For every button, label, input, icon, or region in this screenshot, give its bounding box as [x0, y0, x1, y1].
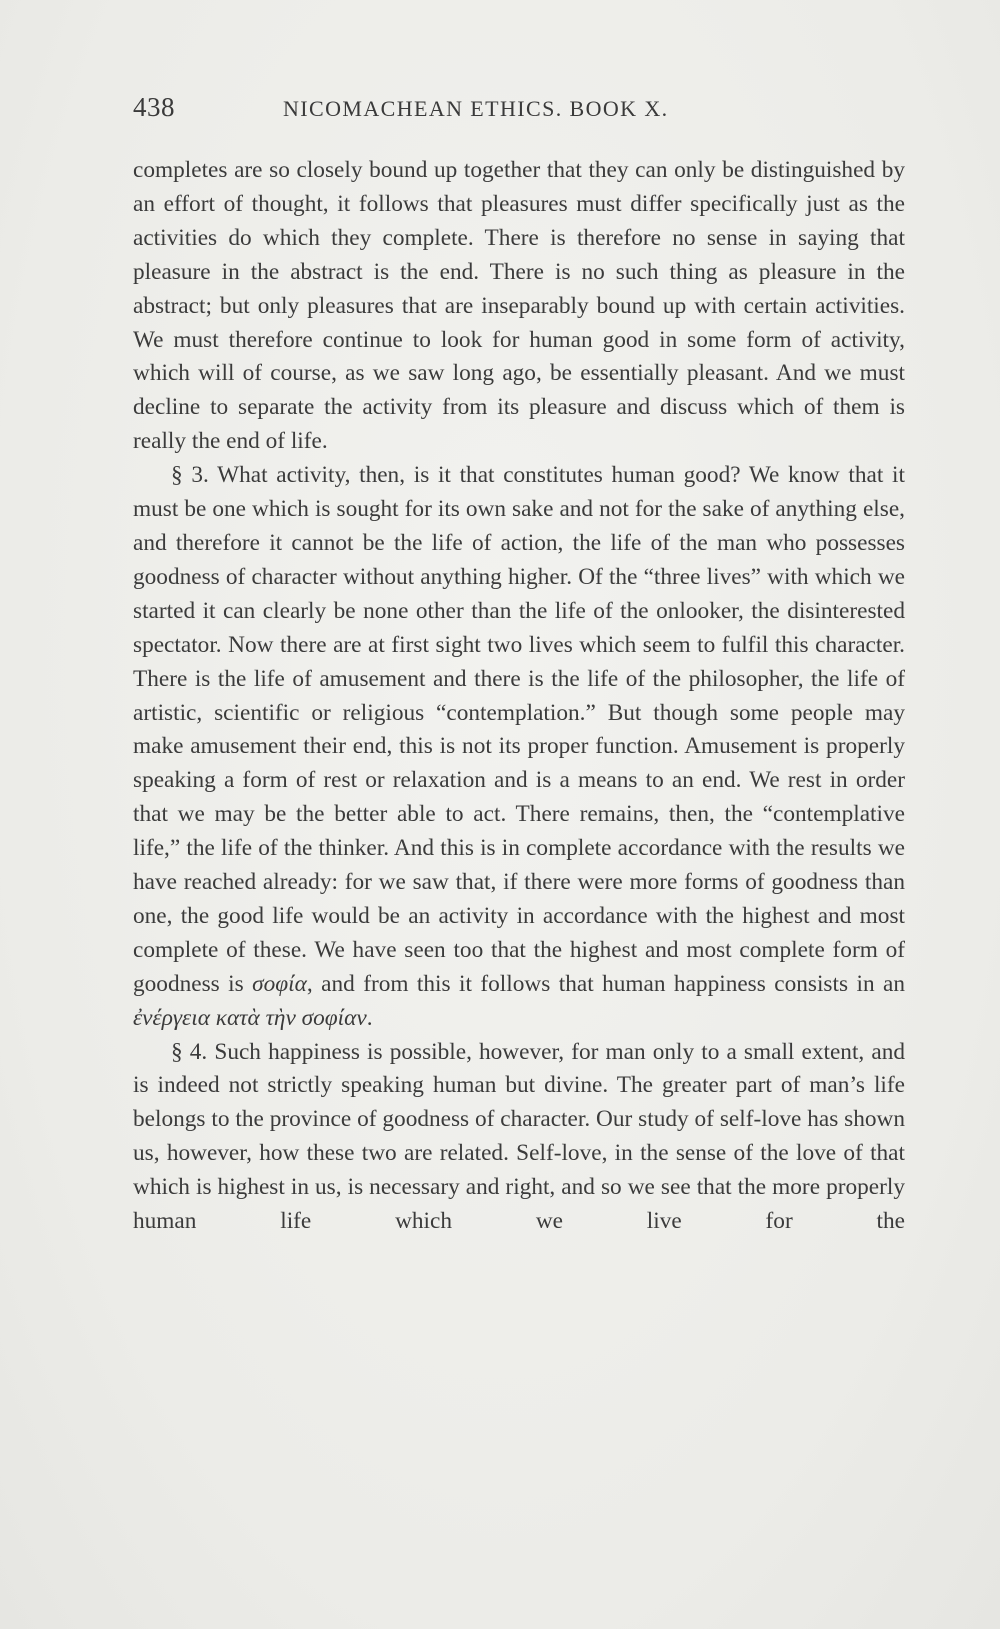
- paragraph-continuation: [133, 154, 905, 459]
- running-head: NICOMACHEAN ETHICS. BOOK X.: [283, 96, 669, 121]
- paragraph-text: Such happiness is possible, however, for man only to a small extent, and is indeed not strictly speaking human but divine. The greater part of man’s life belongs to the province of goodness of character. Our study of self-love has shown us, however, how these two are related. Self-love, in the sense of the love of that which is highest in us, is necessary and right, and so we see that the more properly human life which we live for the: [133, 1038, 906, 1235]
- paragraph-section-4: [133, 1036, 905, 1239]
- page-header: [133, 92, 905, 132]
- greek-term-sophia: σοφία: [252, 970, 307, 997]
- paragraph-text: completes are so closely bound up together that they can only be distinguished by an effort of thought, it follows that pleasures must differ specifically just as the activities do which they complete. There is therefore no sense in saying that pleasure in the abstract is the end. There is no such thing as pleasure in the abstract; but only pleasures that are inseparably bound up with certain activities. We must therefore continue to look for human good in some form of activity, which will of course, as we saw long ago, be essentially pleasant. And we must decline to separate the activity from its pleasure and discuss which of them is really the end of life.: [133, 157, 905, 455]
- paragraph-section-3: [133, 459, 905, 1035]
- paragraph-text: .: [366, 1004, 373, 1031]
- page-number: 438: [133, 92, 175, 122]
- body-text: [133, 154, 905, 1239]
- paragraph-text: What activity, then, is it that constitutes human good? We know that it must be one which is sought for its own sake and not for the sake of anything else, and therefore it cannot be the life of action, the life of the man who possesses goodness of character without anything higher. Of the “three lives” with which we started it can clearly be none other than the life of the onlooker, the disinterested spectator. Now there are at first sight two lives which seem to fulfil this character. There is the life of amusement and there is the life of the philosopher, the life of artistic, scientific or religious “contemplation.” But though some people may make amusement their end, this is not its proper function. Amusement is properly speaking a form of rest or relaxation and is a means to an end. We rest in order that we may be the better able to act. There remains, then, the “contemplative life,” the life of the thinker. And this is in complete accordance with the results we have reached already: for we saw that, if there were more forms of goodness than one, the good life would be an activity in accordance with the highest and most complete of these. We have seen too that the highest and most complete form of goodness is: [133, 462, 905, 997]
- section-marker: § 4.: [171, 1038, 208, 1065]
- section-marker: § 3.: [171, 462, 209, 489]
- paragraph-text: , and from this it follows that human happiness consists in an: [306, 970, 906, 997]
- greek-phrase-energeia: ἐνέργεια κατὰ τὴν σοφίαν: [133, 1004, 367, 1031]
